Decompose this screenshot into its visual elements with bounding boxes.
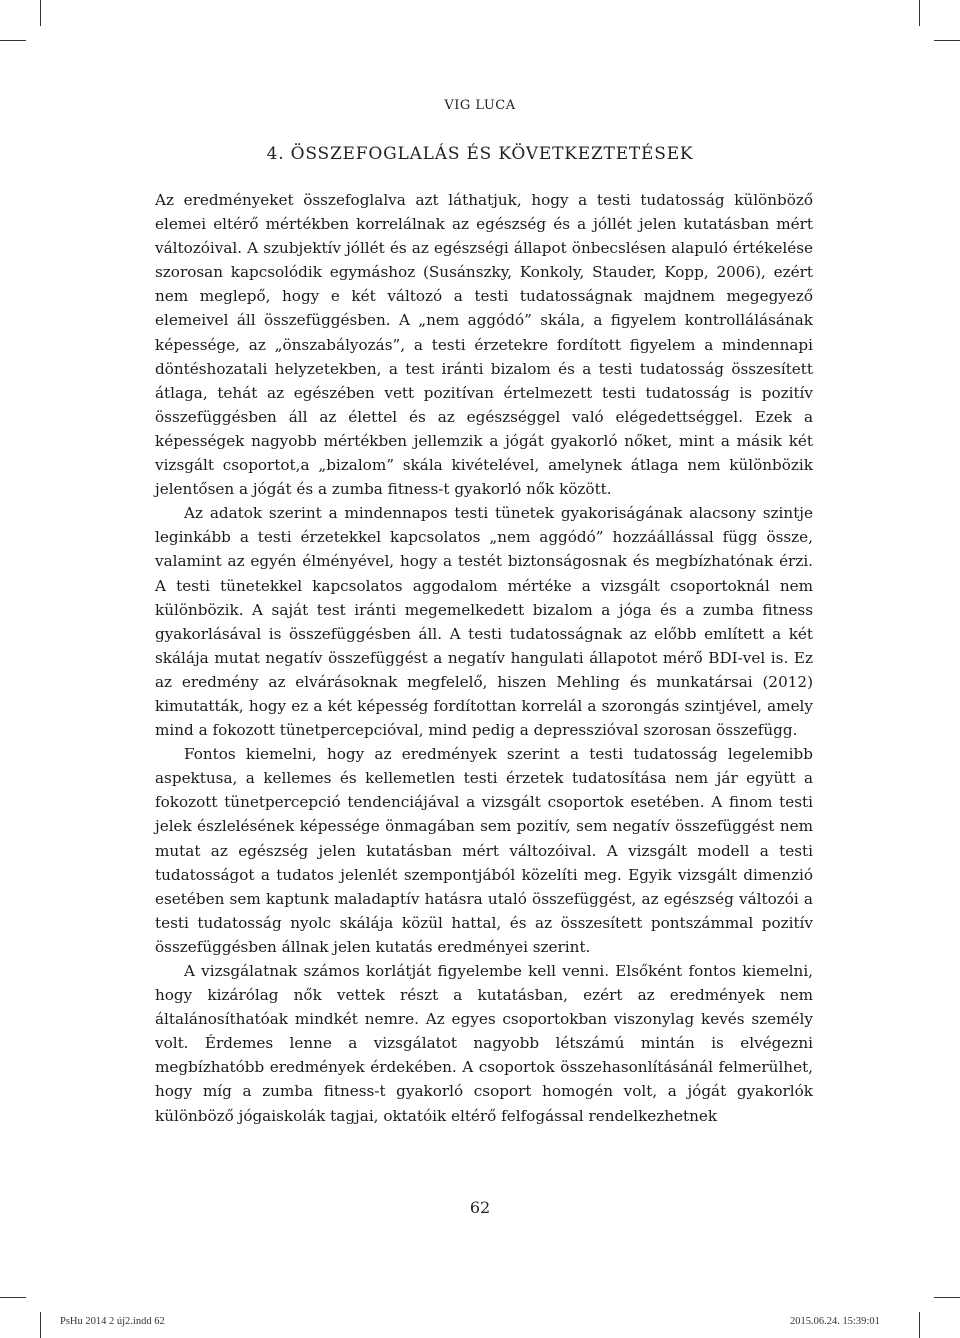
- slug-file-info: PsHu 2014 2 új2.indd 62: [60, 1316, 165, 1327]
- crop-mark-top-right-h: [934, 40, 960, 41]
- paragraph-4: A vizsgálatnak számos korlátját figyelembe kell venni. Elsőként fontos kiemelni, hogy kizárólag nők vettek részt a kutatásban, ezért az eredmények nem általánosíthatóak mindkét nemre. Az egyes csoportokban viszonylag kevés személy volt. Érdemes lenne a vizsgálatot nagyobb létszámú mintán is elvégezni megbízhatóbb eredmények érdekében. A csoportok összehasonlításánál felmerülhet, hogy míg a zumba fitness-t gyakorló csoport homogén volt, a jógát gyakorlók különböző jógaiskolák tagjai, oktatóik eltérő felfogással rendelkezhetnek: [155, 962, 813, 1125]
- crop-mark-bottom-right-v: [919, 1312, 920, 1338]
- paragraph-2: Az adatok szerint a mindennapos testi tünetek gyakoriságának alacsony szintje leginkább a testi érzetekkel kapcsolatos „nem aggódó” hozzáállással függ össze, valamint az egyén élményével, hogy a testét biztonságosnak és megbízhatónak érzi. A testi tünetekkel kapcsolatos aggodalom mértéke a vizsgált csoportoknál nem különbözik. A saját test iránti megemelkedett bizalom a jóga és a zumba fitness gyakorlásával is összefüggésben áll. A testi tudatosságnak az előbb említett a két skálája mutat negatív összefüggést a negatív hangulati állapotot mérő BDI-vel is. Ez az eredmény az elvárásoknak megfelelő, hiszen Mehling és munkatársai (2012) kimutatták, hogy ez a két képesség fordítottan korrelál a szorongás szintjével, amely mind a fokozott tünetpercepcióval, mind pedig a depresszióval szorosan összefügg.: [155, 504, 813, 740]
- crop-mark-bottom-left-h: [0, 1297, 26, 1298]
- slug-timestamp: 2015.06.24. 15:39:01: [790, 1316, 880, 1327]
- paragraph-1: Az eredményeket összefoglalva azt láthatjuk, hogy a testi tudatosság különböző elemei eltérő mértékben korrelálnak az egészség és a jóllét jelen kutatásban mért változóival. A szubjektív jóllét és az egészségi állapot önbecslésen alapuló értékelése szorosan kapcsolódik egymáshoz (Susánszky, Konkoly, Stauder, Kopp, 2006), ezért nem meglepő, hogy e két változó a testi tudatosságnak majdnem megegyező elemeivel áll összefüggésben. A „nem aggódó” skála, a figyelem kontrollálásának képessége, az „önszabályozás”, a testi érzetekre fordított figyelem a mindennapi döntéshozatali helyzetekben, a test iránti bizalom és a testi tudatosság összesített átlaga, tehát az egészében vett pozitívan értelmezett testi tudatosság is pozitív összefüggésben áll az élettel és az egészséggel való elégedettséggel. Ezek a képességek nagyobb mértékben jellemzik a jógát gyakorló nőket, mint a másik két vizsgált csoportot,a „bizalom” skála kivételével, amelynek átlaga nem különbözik jelentősen a jógát és a zumba fitness-t gyakorló nők között.: [155, 191, 813, 499]
- section-title: 4. ÖSSZEFOGLALÁS ÉS KÖVETKEZTETÉSEK: [266, 144, 694, 164]
- crop-mark-bottom-left-v: [40, 1312, 41, 1338]
- crop-mark-bottom-right-h: [934, 1297, 960, 1298]
- crop-mark-top-right-v: [919, 0, 920, 26]
- body-text: [155, 188, 813, 1128]
- crop-mark-top-left-v: [40, 0, 41, 26]
- crop-mark-top-left-h: [0, 40, 26, 41]
- page-number: 62: [469, 1198, 491, 1217]
- paragraph-3: Fontos kiemelni, hogy az eredmények szerint a testi tudatosság legelemibb aspektusa, a kellemes és kellemetlen testi érzetek tudatosítása nem jár együtt a fokozott tünetpercepció tendenciájával a vizsgált csoportok esetében. A finom testi jelek észlelésének képessége önmagában sem pozitív, sem negatív összefüggést nem mutat az egészség jelen kutatásban mért változóival. A vizsgált modell a testi tudatosságot a tudatos jelenlét szempontjából közelíti meg. Egyik vizsgált dimenzió esetében sem kaptunk maladaptív hatásra utaló összefüggést, az egészség változói a testi tudatosság nyolc skálája közül hattal, és az összesített pontszámmal pozitív összefüggésben állnak jelen kutatás eredményei szerint.: [155, 745, 813, 956]
- running-header-author: VIG LUCA: [444, 98, 516, 113]
